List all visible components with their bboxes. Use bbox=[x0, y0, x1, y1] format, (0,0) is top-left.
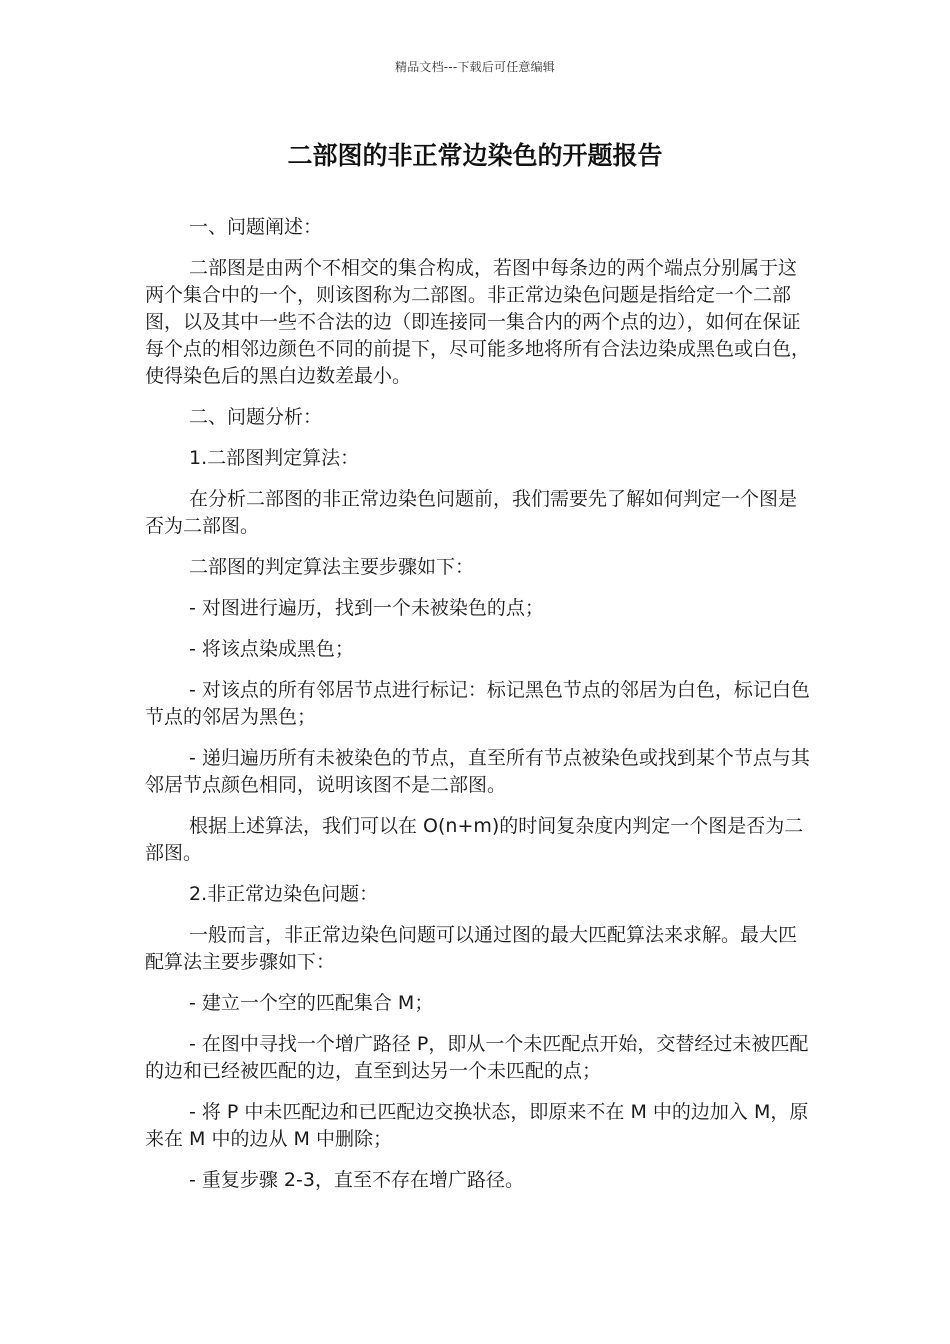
list-item-step-4: - 递归遍历所有未被染色的节点，直至所有节点被染色或找到某个节点与其邻居节点颜色相同，说明该图不是二部图。 bbox=[145, 747, 810, 796]
paragraph-problem-description: 二部图是由两个不相交的集合构成，若图中每条边的两个端点分别属于这两个集合中的一个，则该图称为二部图。非正常边染色问题是指给定一个二部图，以及其中一些不合法的边（即连接同一集合内的两个点的边），如何在保证每个点的相邻边颜色不同的前提下，尽可能多地将所有合法边染成黑色或白色，使得染色后的黑白边数差最小。 bbox=[145, 257, 811, 387]
document-title: 二部图的非正常边染色的开题报告 bbox=[287, 141, 663, 170]
section-heading-problem-analysis: 二、问题分析： bbox=[189, 406, 323, 428]
list-item-matching-step-4: - 重复步骤 2-3，直至不存在增广路径。 bbox=[189, 1169, 524, 1191]
list-item-matching-step-1: - 建立一个空的匹配集合 M； bbox=[189, 992, 434, 1014]
paragraph-complexity: 根据上述算法，我们可以在 O(n+m)的时间复杂度内判定一个图是否为二部图。 bbox=[145, 815, 804, 864]
header-note: 精品文档---下载后可任意编辑 bbox=[395, 60, 555, 74]
paragraph-matching-intro: 一般而言，非正常边染色问题可以通过图的最大匹配算法来求解。最大匹配算法主要步骤如下： bbox=[145, 924, 798, 973]
list-item-step-1: - 对图进行遍历，找到一个未被染色的点； bbox=[189, 597, 544, 619]
section-heading-problem-statement: 一、问题阐述： bbox=[189, 216, 323, 238]
paragraph-steps-intro: 二部图的判定算法主要步骤如下： bbox=[189, 556, 475, 578]
list-item-step-3: - 对该点的所有邻居节点进行标记：标记黑色节点的邻居为白色，标记白色节点的邻居为黑色； bbox=[145, 679, 810, 728]
list-item-step-2: - 将该点染成黑色； bbox=[189, 638, 354, 660]
document-body bbox=[145, 214, 810, 1208]
subheading-improper-edge-coloring: 2.非正常边染色问题： bbox=[189, 883, 379, 905]
paragraph-intro-bipartite-test: 在分析二部图的非正常边染色问题前，我们需要先了解如何判定一个图是否为二部图。 bbox=[145, 488, 798, 537]
subheading-bipartite-test: 1.二部图判定算法： bbox=[189, 447, 360, 469]
list-item-matching-step-2: - 在图中寻找一个增广路径 P，即从一个未匹配点开始，交替经过未被匹配的边和已经被匹配的边，直至到达另一个未匹配的点； bbox=[145, 1033, 809, 1082]
list-item-matching-step-3: - 将 P 中未匹配边和已匹配边交换状态，即原来不在 M 中的边加入 M，原来在 M 中的边从 M 中删除； bbox=[145, 1101, 809, 1150]
